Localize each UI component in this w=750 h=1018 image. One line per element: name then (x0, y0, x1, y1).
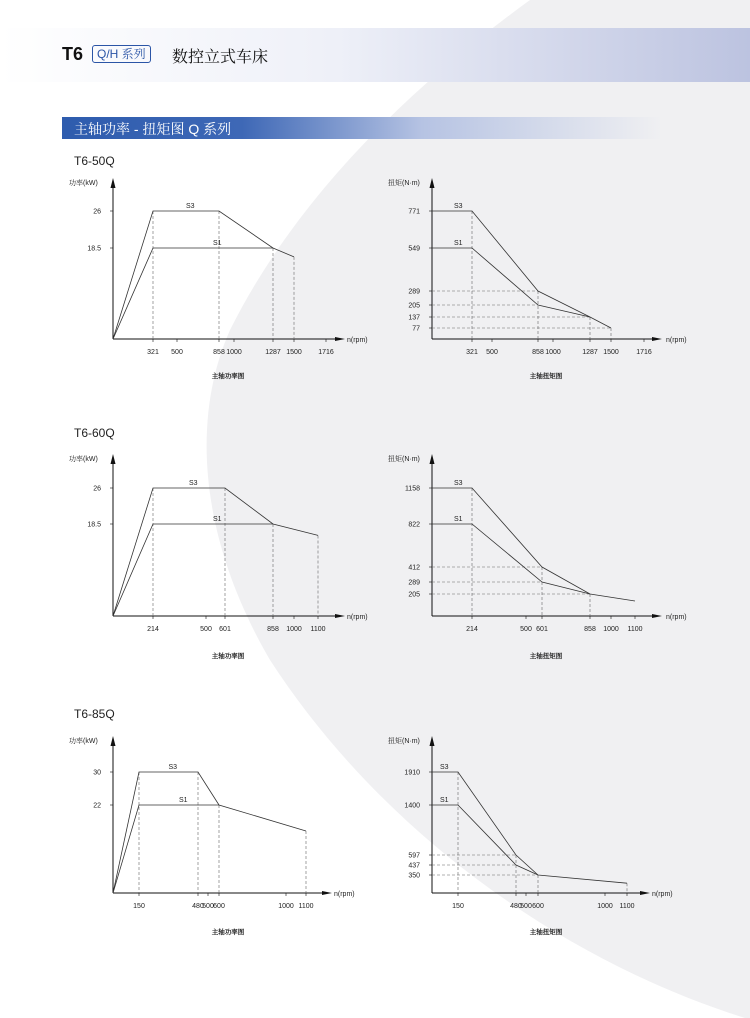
model-title-t6-60q: T6-60Q (74, 426, 115, 440)
x-axis-label: n(rpm) (666, 337, 687, 344)
y-tick-label: 289 (408, 288, 420, 296)
x-tick-label: 500 (202, 903, 214, 910)
y-tick-label: 412 (408, 564, 420, 572)
chart-caption: 主轴功率图 (211, 653, 245, 660)
y-tick-label: 549 (408, 245, 420, 253)
x-axis-label: n(rpm) (334, 891, 355, 898)
chart-caption: 主轴扭矩图 (529, 373, 563, 380)
x-tick-label: 150 (133, 903, 145, 910)
y-tick-label: 22 (93, 802, 101, 810)
x-tick-label: 500 (520, 626, 532, 633)
x-tick-label: 1716 (636, 349, 652, 356)
series-label-s1: S1 (213, 516, 222, 523)
series-label-s3: S3 (168, 764, 178, 771)
chart-caption: 主轴功率图 (211, 929, 245, 936)
y-axis-label: 功率(kW) (69, 738, 98, 745)
x-tick-label: 1000 (597, 903, 613, 910)
x-tick-label: 480 (510, 903, 522, 910)
x-tick-label: 858 (532, 349, 544, 356)
x-tick-label: 601 (219, 626, 231, 633)
y-tick-label: 771 (408, 208, 420, 216)
brand-label: T6 (62, 44, 84, 64)
x-axis-label: n(rpm) (347, 337, 368, 344)
x-tick-label: 1100 (310, 626, 326, 633)
series-badge: Q/H 系列 (92, 45, 151, 63)
x-axis-label: n(rpm) (347, 614, 368, 621)
y-tick-label: 137 (408, 314, 420, 322)
y-tick-label: 822 (408, 521, 420, 529)
series-label-s1: S1 (213, 240, 222, 247)
x-tick-label: 858 (584, 626, 596, 633)
x-tick-label: 321 (466, 349, 478, 356)
y-tick-label: 437 (408, 862, 420, 870)
x-tick-label: 500 (200, 626, 212, 633)
series-line-s1 (432, 805, 538, 875)
y-axis-label: 扭矩(N·m) (388, 738, 420, 745)
x-tick-label: 600 (213, 903, 225, 910)
chart-caption: 主轴扭矩图 (529, 653, 563, 660)
x-tick-label: 500 (520, 903, 532, 910)
y-axis-label: 功率(kW) (69, 180, 98, 187)
y-tick-label: 18.5 (87, 245, 101, 253)
y-tick-label: 289 (408, 579, 420, 587)
x-tick-label: 1000 (286, 626, 302, 633)
y-tick-label: 1158 (404, 485, 420, 493)
x-tick-label: 1287 (265, 349, 281, 356)
x-tick-label: 214 (466, 626, 478, 633)
model-title-t6-85q: T6-85Q (74, 707, 115, 721)
x-axis-label: n(rpm) (666, 614, 687, 621)
x-tick-label: 1100 (619, 903, 635, 910)
x-tick-label: 1287 (582, 349, 598, 356)
x-tick-label: 1000 (278, 903, 294, 910)
x-tick-label: 1000 (545, 349, 561, 356)
x-tick-label: 858 (267, 626, 279, 633)
series-label-s1: S1 (454, 516, 463, 523)
y-axis-label: 扭矩(N·m) (388, 456, 420, 463)
y-axis-arrow-icon (430, 736, 435, 746)
series-label-s1: S1 (454, 240, 463, 247)
series-label-s1: S1 (179, 797, 188, 804)
x-tick-label: 1500 (286, 349, 302, 356)
y-tick-label: 77 (412, 325, 420, 333)
x-tick-label: 500 (171, 349, 183, 356)
section-title: 主轴功率 - 扭矩图 Q 系列 (74, 121, 232, 137)
x-tick-label: 1000 (226, 349, 242, 356)
x-tick-label: 1100 (298, 903, 314, 910)
x-tick-label: 500 (486, 349, 498, 356)
x-tick-label: 600 (532, 903, 544, 910)
series-label-s1: S1 (440, 797, 449, 804)
y-tick-label: 26 (93, 208, 101, 216)
series-label-s3: S3 (440, 764, 449, 771)
y-axis-label: 扭矩(N·m) (388, 180, 420, 187)
x-tick-label: 1100 (627, 626, 643, 633)
y-tick-label: 26 (93, 485, 101, 493)
page-title: 数控立式车床 (172, 49, 269, 66)
series-label-s3: S3 (189, 480, 198, 487)
y-tick-label: 1400 (404, 802, 420, 810)
x-tick-label: 858 (213, 349, 225, 356)
y-tick-label: 350 (408, 872, 420, 880)
x-tick-label: 150 (452, 903, 464, 910)
y-tick-label: 597 (408, 852, 420, 860)
y-tick-label: 205 (408, 591, 420, 599)
x-tick-label: 1716 (318, 349, 334, 356)
x-tick-label: 214 (147, 626, 159, 633)
x-tick-label: 321 (147, 349, 159, 356)
x-tick-label: 601 (536, 626, 548, 633)
x-tick-label: 1500 (603, 349, 619, 356)
y-tick-label: 30 (93, 769, 101, 777)
y-axis-label: 功率(kW) (69, 456, 98, 463)
x-tick-label: 1000 (603, 626, 619, 633)
model-title-t6-50q: T6-50Q (74, 154, 115, 168)
chart-caption: 主轴扭矩图 (529, 929, 563, 936)
series-label-s3: S3 (454, 480, 463, 487)
x-axis-label: n(rpm) (652, 891, 673, 898)
series-line-s3 (432, 772, 627, 883)
y-tick-label: 18.5 (87, 521, 101, 529)
x-axis-arrow-icon (640, 891, 650, 895)
chart-caption: 主轴功率图 (211, 373, 245, 380)
series-label-s3: S3 (186, 203, 195, 210)
y-tick-label: 1910 (404, 769, 420, 777)
x-tick-label: 480 (192, 903, 204, 910)
y-tick-label: 205 (408, 302, 420, 310)
series-label-s3: S3 (454, 203, 463, 210)
